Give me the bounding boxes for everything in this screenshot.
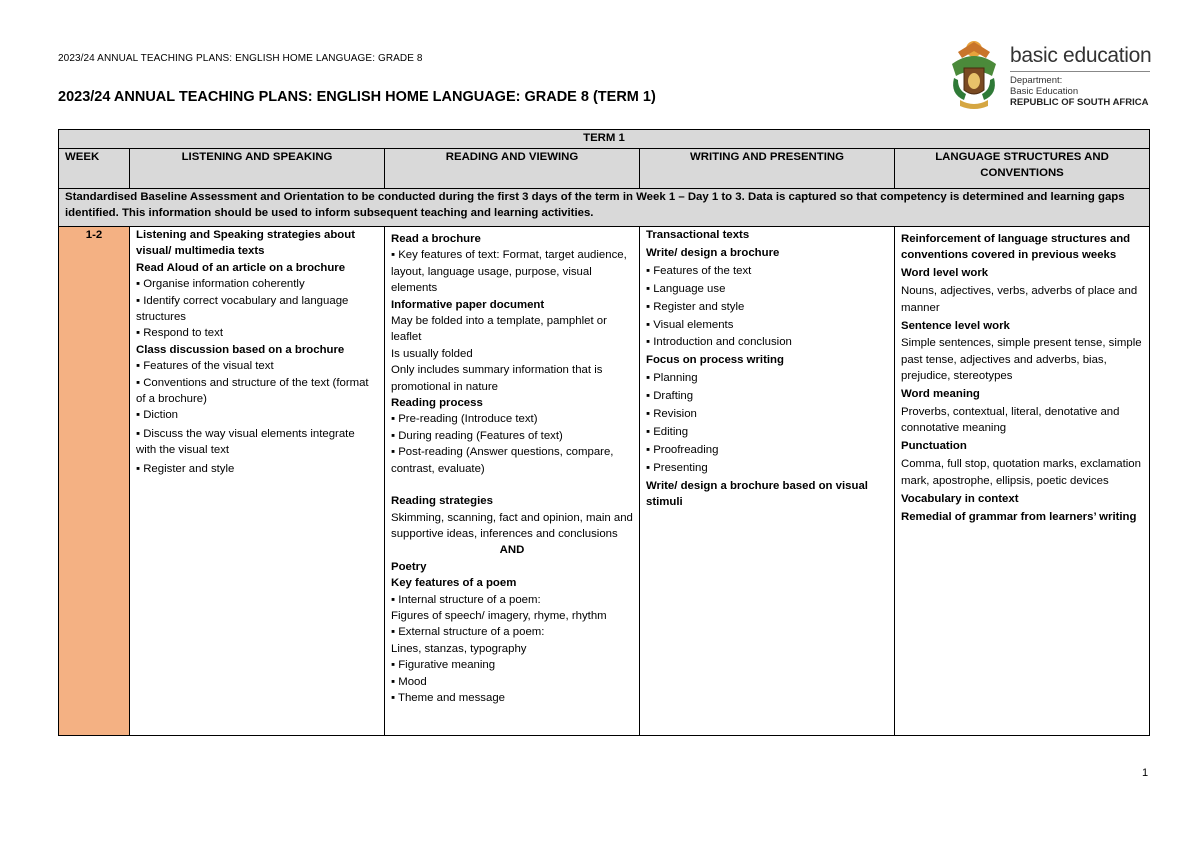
list-item: ▪ Post-reading (Answer questions, compare, contrast, evaluate) <box>391 446 614 475</box>
logo-dept-line-1: Department: <box>1010 75 1063 86</box>
header-listening: LISTENING AND SPEAKING <box>130 149 385 189</box>
reading-text: May be folded into a template, pamphlet or leaflet <box>391 315 607 344</box>
logo-dept-line-2: Basic Education <box>1010 86 1079 97</box>
list-item: ▪ During reading (Features of text) <box>391 429 563 442</box>
list-item: ▪ Organise information coherently <box>136 278 305 291</box>
week-row <box>59 227 1150 736</box>
reading-text: Lines, stanzas, typography <box>391 642 527 655</box>
list-item: ▪ Visual elements <box>646 318 734 331</box>
logo-department <box>1010 75 1078 97</box>
reading-heading: Reading process <box>391 397 483 410</box>
list-item: ▪ Respond to text <box>136 327 223 340</box>
list-item: ▪ Internal structure of a poem: <box>391 593 541 606</box>
language-heading: Word meaning <box>901 388 980 401</box>
list-item: ▪ Register and style <box>646 300 745 313</box>
reading-heading: Informative paper document <box>391 298 545 311</box>
language-heading: Sentence level work <box>901 319 1010 332</box>
writing-heading: Transactional texts <box>646 229 750 241</box>
header-row <box>59 149 1150 189</box>
page-number: 1 <box>1142 767 1149 779</box>
writing-heading: Write/ design a brochure based on visual stimuli <box>646 479 868 509</box>
logo-country: REPUBLIC OF SOUTH AFRICA <box>1010 97 1149 108</box>
reading-cell <box>385 227 640 736</box>
list-item: ▪ Language use <box>646 282 726 295</box>
list-item: ▪ Presenting <box>646 461 708 474</box>
language-heading: Punctuation <box>901 440 967 453</box>
baseline-note: Standardised Baseline Assessment and Orientation to be conducted during the first 3 days of the term in Week 1 – Day 1 to 3. Data is captured so that competency is determined and learning gaps identified. This information should be used to inform subsequent teaching and learning activities. <box>59 189 1150 227</box>
list-item: ▪ Drafting <box>646 390 694 403</box>
header-reading: READING AND VIEWING <box>385 149 640 189</box>
list-item: ▪ Identify correct vocabulary and language structures <box>136 294 349 324</box>
coat-of-arms-icon <box>944 38 1004 114</box>
reading-text: Only includes summary information that is promotional in nature <box>391 364 603 393</box>
term-label: TERM 1 <box>59 130 1150 149</box>
header-week: WEEK <box>59 149 130 189</box>
week-number: 1-2 <box>59 227 130 736</box>
writing-heading: Focus on process writing <box>646 354 784 367</box>
list-item: ▪ Mood <box>391 675 427 688</box>
list-item: ▪ Features of the visual text <box>136 360 274 373</box>
list-item: ▪ Editing <box>646 425 689 438</box>
language-text: Comma, full stop, quotation marks, exclamation mark, apostrophe, ellipsis, poetic devices <box>901 458 1141 487</box>
language-heading: Vocabulary in context <box>901 492 1019 505</box>
reading-text: Figures of speech/ imagery, rhyme, rhythm <box>391 609 607 622</box>
list-item: ▪ Conventions and structure of the text (format of a brochure) <box>136 376 369 406</box>
reading-text: Is usually folded <box>391 347 473 360</box>
spacer <box>391 477 633 493</box>
listening-heading: Class discussion based on a brochure <box>136 343 345 356</box>
list-item: ▪ External structure of a poem: <box>391 626 545 639</box>
list-item: ▪ Proofreading <box>646 443 719 456</box>
reading-and-label: AND <box>499 544 525 557</box>
logo-wordmark: basic education <box>1010 44 1152 67</box>
running-header: 2023/24 ANNUAL TEACHING PLANS: ENGLISH HOME LANGUAGE: GRADE 8 <box>58 53 423 64</box>
reading-heading: Read a brochure <box>391 233 481 245</box>
writing-heading: Write/ design a brochure <box>646 246 780 259</box>
language-cell <box>895 227 1150 736</box>
list-item: ▪ Features of the text <box>646 264 752 277</box>
list-item: ▪ Figurative meaning <box>391 659 496 672</box>
term-row <box>59 130 1150 149</box>
language-text: Nouns, adjectives, verbs, adverbs of place and manner <box>901 285 1138 314</box>
page-title: 2023/24 ANNUAL TEACHING PLANS: ENGLISH HOME LANGUAGE: GRADE 8 (TERM 1) <box>58 89 656 105</box>
listening-cell <box>130 227 385 736</box>
teaching-plan-table <box>58 129 1150 736</box>
list-item: ▪ Diction <box>136 409 179 422</box>
language-text: Simple sentences, simple present tense, simple past tense, adjectives and adverbs, bias, prejudice, stereotypes <box>901 337 1142 383</box>
list-item: ▪ Planning <box>646 372 698 385</box>
language-heading: Reinforcement of language structures and conventions covered in previous weeks <box>901 233 1131 262</box>
baseline-row <box>59 189 1150 227</box>
reading-heading: Reading strategies <box>391 495 493 508</box>
list-item: ▪ Key features of text: Format, target audience, layout, language usage, purpose, visual elements <box>391 249 627 295</box>
list-item: ▪ Theme and message <box>391 691 506 704</box>
reading-heading: Poetry <box>391 560 427 573</box>
header-language: LANGUAGE STRUCTURES AND CONVENTIONS <box>895 149 1150 189</box>
header-writing: WRITING AND PRESENTING <box>640 149 895 189</box>
list-item: ▪ Introduction and conclusion <box>646 336 792 349</box>
reading-text: Skimming, scanning, fact and opinion, main and supportive ideas, inferences and conclusions <box>391 511 633 540</box>
language-heading: Word level work <box>901 267 989 280</box>
language-heading: Remedial of grammar from learners’ writing <box>901 510 1137 523</box>
list-item: ▪ Pre-reading (Introduce text) <box>391 413 538 426</box>
listening-heading: Read Aloud of an article on a brochure <box>136 261 346 274</box>
list-item: ▪ Discuss the way visual elements integrate with the visual text <box>136 427 355 457</box>
reading-heading: Key features of a poem <box>391 577 517 590</box>
language-text: Proverbs, contextual, literal, denotative and connotative meaning <box>901 406 1120 435</box>
logo-divider <box>1010 71 1150 72</box>
list-item: ▪ Revision <box>646 408 697 421</box>
listening-heading: Listening and Speaking strategies about visual/ multimedia texts <box>136 229 355 258</box>
writing-cell <box>640 227 895 736</box>
dbe-logo <box>944 38 1154 114</box>
list-item: ▪ Register and style <box>136 462 235 475</box>
